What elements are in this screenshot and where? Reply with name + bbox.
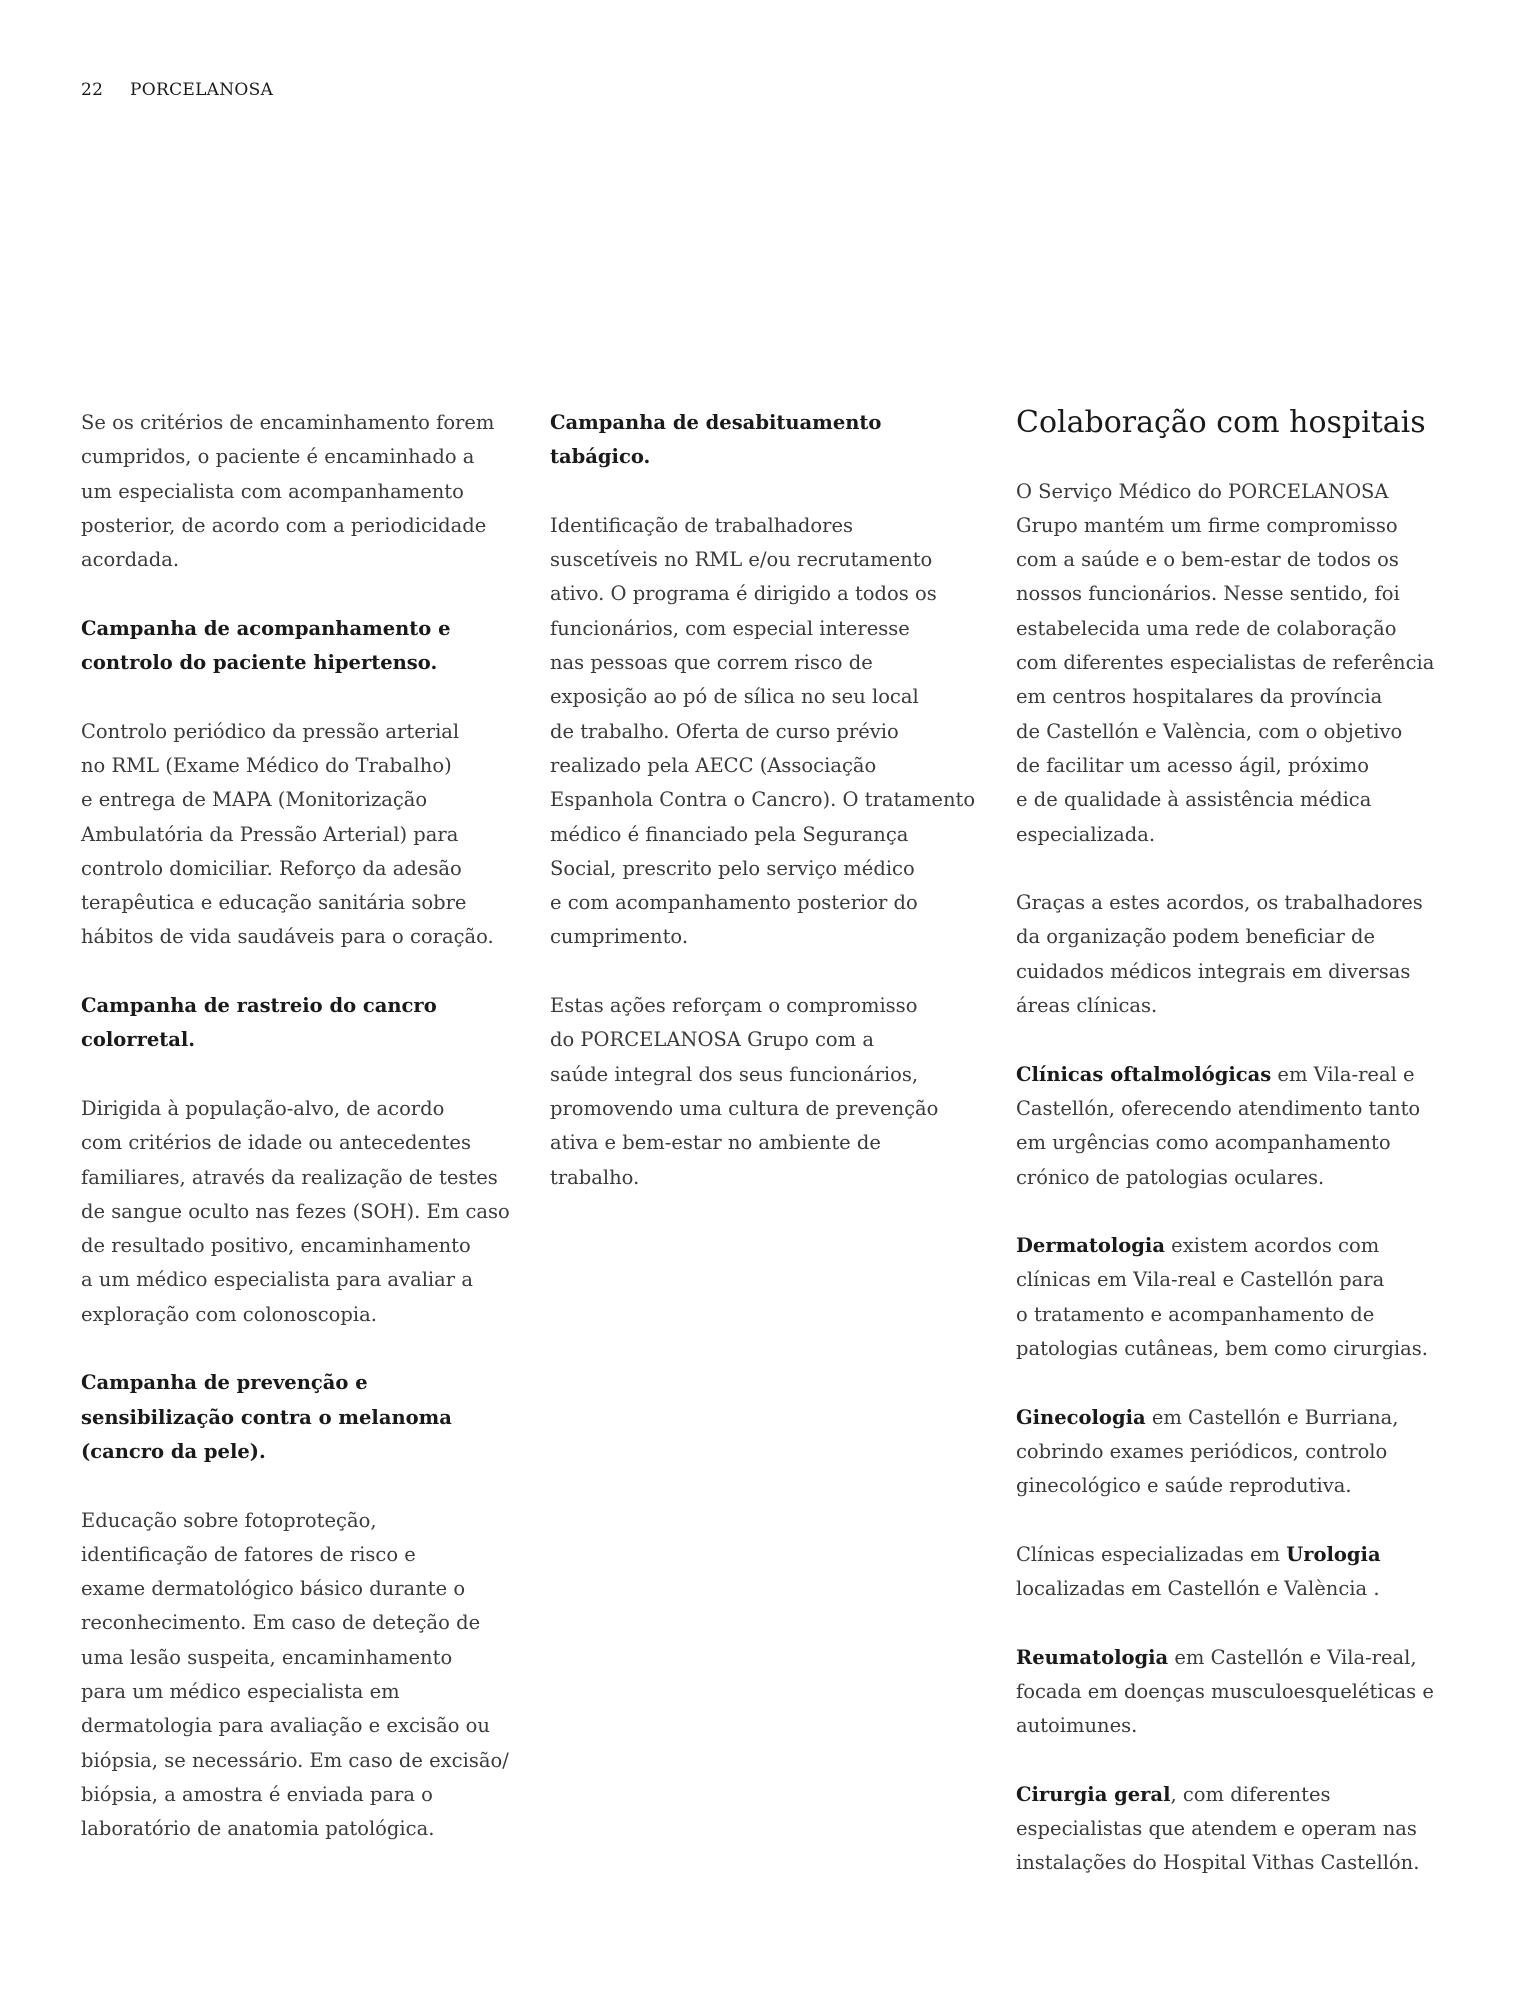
text-line: Se os critérios de encaminhamento forem — [81, 411, 495, 434]
column-left — [81, 406, 531, 1881]
text-line: e de qualidade à assistência médica — [1016, 788, 1372, 812]
text-line — [1016, 1641, 1466, 1675]
text-line: especialistas que atendem e operam nas — [1016, 1817, 1417, 1841]
text-line: Dirigida à população-alvo, de acordo — [81, 1096, 445, 1120]
section-heading — [81, 989, 531, 1058]
text-line: de sangue oculto nas fezes (SOH). Em caso — [81, 1199, 510, 1223]
text-line: Colaboração com hospitais — [1016, 405, 1426, 440]
text-line — [1016, 1538, 1466, 1572]
bold-term: Ginecologia — [1016, 1405, 1146, 1429]
paragraph — [550, 509, 1000, 955]
column-middle — [550, 406, 1000, 1229]
text-segment: em Castellón e Burriana, — [1145, 1405, 1399, 1429]
section-heading — [81, 1366, 531, 1469]
text-line: ginecológico e saúde reprodutiva. — [1016, 1474, 1352, 1498]
text-line: controlo domiciliar. Reforço da adesão — [81, 856, 462, 880]
text-line: da organização podem beneficiar de — [1016, 925, 1376, 949]
text-line: identificação de fatores de risco e — [81, 1542, 416, 1566]
text-line: hábitos de vida saudáveis para o coração. — [81, 925, 494, 949]
text-line: uma lesão suspeita, encaminhamento — [81, 1645, 453, 1669]
text-line: de resultado positivo, encaminhamento — [81, 1234, 471, 1258]
text-line: Campanha de acompanhamento e — [81, 616, 451, 640]
text-line: colorretal. — [81, 1028, 196, 1052]
text-segment: Clínicas especializadas em — [1016, 1542, 1287, 1566]
text-segment: em Castellón e Vila-real, — [1168, 1645, 1417, 1669]
bold-term: Cirurgia geral — [1016, 1782, 1171, 1806]
text-line: ativo. O programa é dirigido a todos os — [550, 582, 937, 606]
bold-term: Dermatologia — [1016, 1234, 1165, 1258]
text-line: laboratório de anatomia patológica. — [81, 1817, 435, 1841]
text-line: cumpridos, o paciente é encaminhado a — [81, 445, 475, 469]
text-line: terapêutica e educação sanitária sobre — [81, 891, 467, 915]
text-line: em urgências como acompanhamento — [1016, 1131, 1391, 1155]
text-line: estabelecida uma rede de colaboração — [1016, 616, 1397, 640]
text-line: O Serviço Médico do PORCELANOSA — [1016, 479, 1389, 503]
text-line: posterior, de acordo com a periodicidade — [81, 513, 487, 537]
text-line: crónico de patologias oculares. — [1016, 1165, 1325, 1189]
text-line: Identificação de trabalhadores — [550, 513, 854, 537]
paragraph — [1016, 1058, 1466, 1195]
text-line: trabalho. — [550, 1165, 640, 1189]
text-line: com diferentes especialistas de referência — [1016, 651, 1435, 675]
text-line: biópsia, se necessário. Em caso de excisão/ — [81, 1748, 509, 1772]
text-line: nossos funcionários. Nesse sentido, foi — [1016, 582, 1400, 606]
text-line: sensibilização contra o melanoma — [81, 1405, 452, 1429]
text-segment: em Vila-real e — [1271, 1062, 1415, 1086]
text-line: tabágico. — [550, 445, 651, 469]
section-title — [1016, 406, 1466, 440]
text-line: Castellón, oferecendo atendimento tanto — [1016, 1096, 1421, 1120]
text-line: exame dermatológico básico durante o — [81, 1577, 466, 1601]
text-line: de trabalho. Oferta de curso prévio — [550, 719, 899, 743]
bold-term: Reumatologia — [1016, 1645, 1169, 1669]
brand-name: PORCELANOSA — [130, 80, 274, 100]
paragraph — [81, 715, 531, 955]
bold-term: Clínicas oftalmológicas — [1016, 1062, 1272, 1086]
text-line: no RML (Exame Médico do Trabalho) — [81, 753, 452, 777]
text-line — [1016, 1058, 1466, 1092]
text-line: suscetíveis no RML e/ou recrutamento — [550, 548, 933, 572]
text-line: Campanha de prevenção e — [81, 1371, 368, 1395]
text-line: médico é financiado pela Segurança — [550, 822, 909, 846]
column-right — [1016, 406, 1466, 1915]
text-line: promovendo uma cultura de prevenção — [550, 1096, 939, 1120]
text-line: do PORCELANOSA Grupo com a — [550, 1028, 874, 1052]
text-line: cuidados médicos integrais em diversas — [1016, 959, 1411, 983]
text-line: exposição ao pó de sílica no seu local — [550, 685, 919, 709]
text-line: ativa e bem-estar no ambiente de — [550, 1131, 881, 1155]
text-line: de facilitar um acesso ágil, próximo — [1016, 753, 1369, 777]
text-line: acordada. — [81, 548, 180, 572]
text-line: Campanha de rastreio do cancro — [81, 994, 437, 1018]
text-line — [1016, 1778, 1466, 1812]
text-line: reconhecimento. Em caso de deteção de — [81, 1611, 481, 1635]
text-line — [1016, 1229, 1466, 1263]
text-line: o tratamento e acompanhamento de — [1016, 1302, 1375, 1326]
section-heading — [81, 612, 531, 681]
text-line: cumprimento. — [550, 925, 689, 949]
text-line: cobrindo exames periódicos, controlo — [1016, 1439, 1388, 1463]
paragraph — [81, 1504, 531, 1847]
text-segment: existem acordos com — [1164, 1234, 1380, 1258]
paragraph — [550, 989, 1000, 1195]
text-line: áreas clínicas. — [1016, 994, 1158, 1018]
text-line: para um médico especialista em — [81, 1679, 400, 1703]
text-line: de Castellón e València, com o objetivo — [1016, 719, 1403, 743]
text-line: localizadas em Castellón e València . — [1016, 1577, 1380, 1601]
text-line: a um médico especialista para avaliar a — [81, 1268, 473, 1292]
text-line: Graças a estes acordos, os trabalhadores — [1016, 891, 1423, 915]
text-line: com critérios de idade ou antecedentes — [81, 1131, 471, 1155]
text-line: (cancro da pele). — [81, 1439, 266, 1463]
section-heading — [550, 406, 1000, 475]
text-line: focada em doenças musculoesqueléticas e — [1016, 1679, 1434, 1703]
page-number: 22 — [81, 80, 104, 100]
paragraph — [1016, 1641, 1466, 1744]
text-line: Educação sobre fotoproteção, — [81, 1508, 377, 1532]
text-line: e entrega de MAPA (Monitorização — [81, 788, 428, 812]
text-line: um especialista com acompanhamento — [81, 479, 464, 503]
paragraph — [1016, 475, 1466, 852]
text-line: familiares, através da realização de testes — [81, 1165, 498, 1189]
paragraph — [81, 406, 531, 577]
text-line: instalações do Hospital Vithas Castellón. — [1016, 1851, 1420, 1875]
text-line: nas pessoas que correm risco de — [550, 651, 873, 675]
text-line: clínicas em Vila-real e Castellón para — [1016, 1268, 1385, 1292]
paragraph — [81, 1092, 531, 1332]
text-line: exploração com colonoscopia. — [81, 1302, 377, 1326]
text-line: com a saúde e o bem-estar de todos os — [1016, 548, 1399, 572]
text-line: dermatologia para avaliação e excisão ou — [81, 1714, 490, 1738]
text-line: funcionários, com especial interesse — [550, 616, 910, 640]
text-line: Campanha de desabituamento — [550, 411, 882, 434]
bold-term: Urologia — [1286, 1542, 1381, 1566]
paragraph — [1016, 886, 1466, 1023]
text-line: Ambulatória da Pressão Arterial) para — [81, 822, 459, 846]
text-line: controlo do paciente hipertenso. — [81, 651, 438, 675]
text-line: em centros hospitalares da província — [1016, 685, 1383, 709]
paragraph — [1016, 1401, 1466, 1504]
text-line: Estas ações reforçam o compromisso — [550, 994, 918, 1018]
text-line — [1016, 1401, 1466, 1435]
text-line: Grupo mantém um firme compromisso — [1016, 513, 1398, 537]
text-line: especializada. — [1016, 822, 1156, 846]
text-line: Controlo periódico da pressão arterial — [81, 719, 460, 743]
text-line: biópsia, a amostra é enviada para o — [81, 1782, 433, 1806]
text-line: saúde integral dos seus funcionários, — [550, 1062, 919, 1086]
text-segment: , com diferentes — [1170, 1782, 1331, 1806]
text-line: patologias cutâneas, bem como cirurgias. — [1016, 1337, 1428, 1361]
paragraph — [1016, 1778, 1466, 1881]
paragraph — [1016, 1538, 1466, 1607]
text-line: Social, prescrito pelo serviço médico — [550, 856, 915, 880]
text-line: e com acompanhamento posterior do — [550, 891, 918, 915]
paragraph — [1016, 1229, 1466, 1366]
text-line: realizado pela AECC (Associação — [550, 753, 877, 777]
text-line: Espanhola Contra o Cancro). O tratamento — [550, 788, 976, 812]
text-line: autoimunes. — [1016, 1714, 1138, 1738]
